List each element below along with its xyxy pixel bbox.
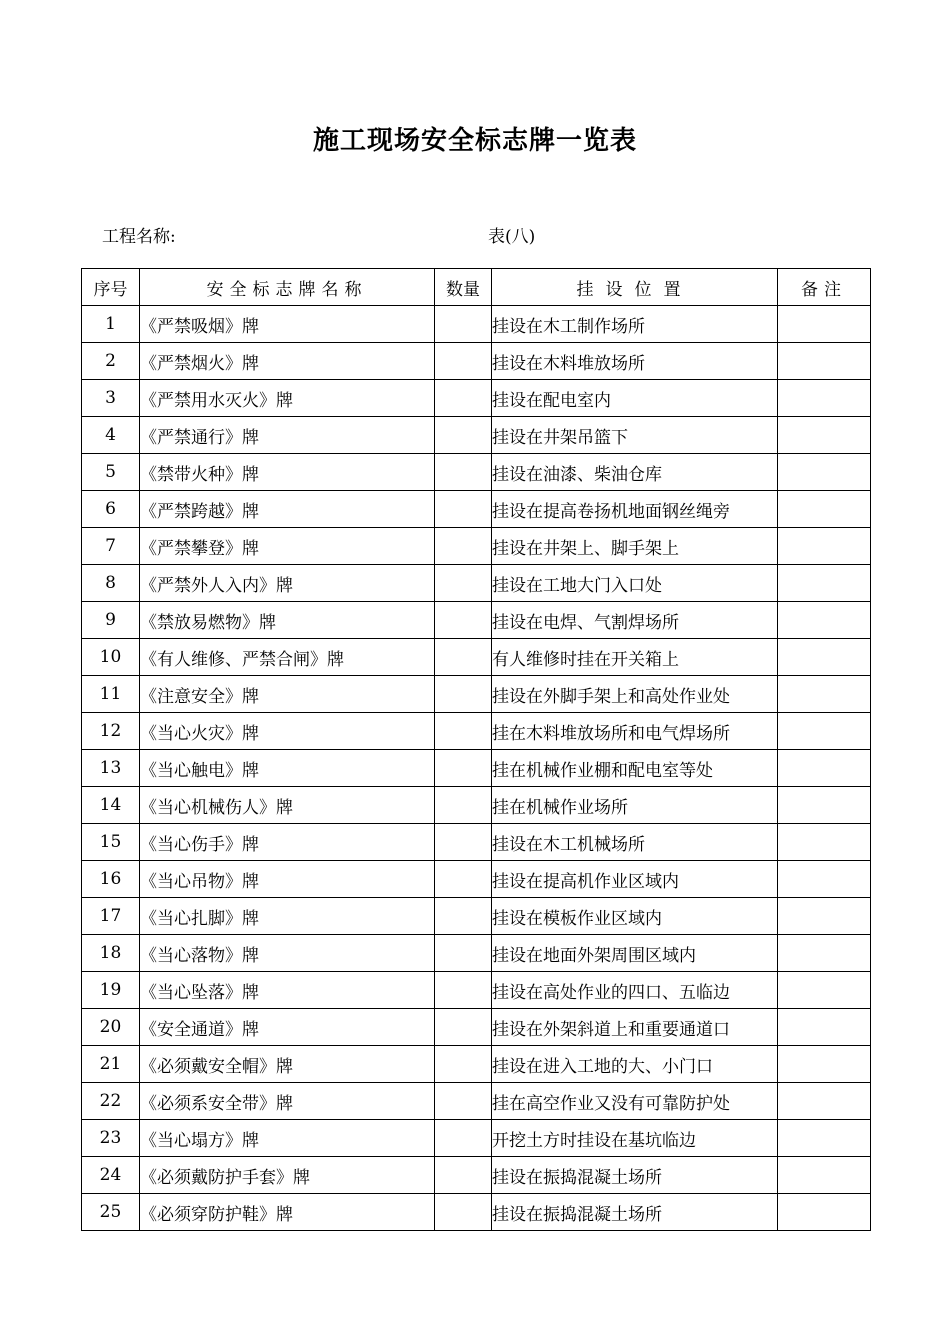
table-row [82, 1194, 871, 1231]
table-row [82, 528, 871, 565]
note [778, 343, 871, 380]
table-row [82, 454, 871, 491]
sign-name: 《当心触电》牌 [140, 750, 435, 787]
mount-location: 挂设在高处作业的四口、五临边 [492, 972, 778, 1009]
sign-name: 《严禁跨越》牌 [140, 491, 435, 528]
table-row [82, 602, 871, 639]
table-row [82, 750, 871, 787]
mount-location: 挂设在工地大门入口处 [492, 565, 778, 602]
quantity [435, 602, 492, 639]
row-number: 24 [82, 1157, 140, 1194]
row-number: 22 [82, 1083, 140, 1120]
quantity [435, 898, 492, 935]
mount-location: 挂设在油漆、柴油仓库 [492, 454, 778, 491]
row-number: 2 [82, 343, 140, 380]
mount-location: 挂设在外架斜道上和重要通道口 [492, 1009, 778, 1046]
sign-name: 《当心扎脚》牌 [140, 898, 435, 935]
quantity [435, 528, 492, 565]
table-row [82, 1046, 871, 1083]
note [778, 787, 871, 824]
mount-location: 挂设在电焊、气割焊场所 [492, 602, 778, 639]
quantity [435, 306, 492, 343]
table-row [82, 639, 871, 676]
table-row [82, 1120, 871, 1157]
quantity [435, 1194, 492, 1231]
sign-name: 《严禁烟火》牌 [140, 343, 435, 380]
sign-name: 《严禁吸烟》牌 [140, 306, 435, 343]
quantity [435, 380, 492, 417]
row-number: 6 [82, 491, 140, 528]
table-row [82, 1009, 871, 1046]
quantity [435, 417, 492, 454]
row-number: 13 [82, 750, 140, 787]
note [778, 750, 871, 787]
table-row [82, 935, 871, 972]
mount-location: 挂设在模板作业区域内 [492, 898, 778, 935]
sign-name: 《有人维修、严禁合闸》牌 [140, 639, 435, 676]
sign-name: 《注意安全》牌 [140, 676, 435, 713]
row-number: 8 [82, 565, 140, 602]
table-row [82, 824, 871, 861]
sign-name: 《必须穿防护鞋》牌 [140, 1194, 435, 1231]
sign-name: 《必须系安全带》牌 [140, 1083, 435, 1120]
mount-location: 挂设在提高机作业区域内 [492, 861, 778, 898]
row-number: 19 [82, 972, 140, 1009]
sign-name: 《当心吊物》牌 [140, 861, 435, 898]
row-number: 16 [82, 861, 140, 898]
table-row [82, 380, 871, 417]
row-number: 10 [82, 639, 140, 676]
sign-name: 《当心塌方》牌 [140, 1120, 435, 1157]
row-number: 1 [82, 306, 140, 343]
safety-sign-table [81, 268, 871, 1231]
note [778, 861, 871, 898]
header-location: 挂设位置 [492, 269, 778, 306]
mount-location: 挂在机械作业场所 [492, 787, 778, 824]
project-name-label: 工程名称: [102, 227, 176, 247]
mount-location: 有人维修时挂在开关箱上 [492, 639, 778, 676]
table-row [82, 713, 871, 750]
sign-name: 《当心机械伤人》牌 [140, 787, 435, 824]
table-row [82, 787, 871, 824]
note [778, 306, 871, 343]
row-number: 12 [82, 713, 140, 750]
page-title: 施工现场安全标志牌一览表 [312, 126, 637, 156]
note [778, 713, 871, 750]
row-number: 17 [82, 898, 140, 935]
sign-name: 《当心坠落》牌 [140, 972, 435, 1009]
header-number: 序号 [82, 269, 140, 306]
note [778, 972, 871, 1009]
quantity [435, 972, 492, 1009]
mount-location: 挂在木料堆放场所和电气焊场所 [492, 713, 778, 750]
table-number: 表(八) [488, 227, 536, 247]
mount-location: 挂在高空作业又没有可靠防护处 [492, 1083, 778, 1120]
row-number: 11 [82, 676, 140, 713]
quantity [435, 861, 492, 898]
header-sign-name: 安全标志牌名称 [140, 269, 435, 306]
mount-location: 挂设在地面外架周围区域内 [492, 935, 778, 972]
row-number: 20 [82, 1009, 140, 1046]
mount-location: 挂设在木工机械场所 [492, 824, 778, 861]
quantity [435, 1009, 492, 1046]
sign-name: 《当心火灾》牌 [140, 713, 435, 750]
mount-location: 挂设在提高卷扬机地面钢丝绳旁 [492, 491, 778, 528]
table-row [82, 676, 871, 713]
row-number: 7 [82, 528, 140, 565]
table-row [82, 1157, 871, 1194]
table-row [82, 417, 871, 454]
mount-location: 挂设在外脚手架上和高处作业处 [492, 676, 778, 713]
table-header-row [82, 269, 871, 306]
note [778, 1194, 871, 1231]
note [778, 935, 871, 972]
sign-name: 《禁带火种》牌 [140, 454, 435, 491]
note [778, 565, 871, 602]
sign-name: 《严禁用水灭火》牌 [140, 380, 435, 417]
sign-name: 《当心落物》牌 [140, 935, 435, 972]
quantity [435, 565, 492, 602]
note [778, 676, 871, 713]
row-number: 21 [82, 1046, 140, 1083]
note [778, 1157, 871, 1194]
quantity [435, 491, 492, 528]
table-row [82, 565, 871, 602]
row-number: 25 [82, 1194, 140, 1231]
row-number: 14 [82, 787, 140, 824]
table-body [82, 306, 871, 1231]
row-number: 9 [82, 602, 140, 639]
row-number: 4 [82, 417, 140, 454]
mount-location: 开挖土方时挂设在基坑临边 [492, 1120, 778, 1157]
table-row [82, 898, 871, 935]
mount-location: 挂设在配电室内 [492, 380, 778, 417]
row-number: 5 [82, 454, 140, 491]
sign-name: 《严禁外人入内》牌 [140, 565, 435, 602]
note [778, 454, 871, 491]
sign-name: 《安全通道》牌 [140, 1009, 435, 1046]
table-row [82, 1083, 871, 1120]
sign-name: 《必须戴防护手套》牌 [140, 1157, 435, 1194]
table-row [82, 972, 871, 1009]
quantity [435, 1083, 492, 1120]
quantity [435, 1046, 492, 1083]
quantity [435, 454, 492, 491]
quantity [435, 750, 492, 787]
note [778, 491, 871, 528]
table-row [82, 491, 871, 528]
mount-location: 挂设在木料堆放场所 [492, 343, 778, 380]
quantity [435, 1157, 492, 1194]
note [778, 602, 871, 639]
note [778, 824, 871, 861]
table-row [82, 343, 871, 380]
note [778, 898, 871, 935]
mount-location: 挂设在振捣混凝土场所 [492, 1194, 778, 1231]
quantity [435, 639, 492, 676]
sign-name: 《严禁通行》牌 [140, 417, 435, 454]
quantity [435, 824, 492, 861]
table-row [82, 861, 871, 898]
quantity [435, 935, 492, 972]
row-number: 23 [82, 1120, 140, 1157]
note [778, 1009, 871, 1046]
note [778, 417, 871, 454]
mount-location: 挂设在木工制作场所 [492, 306, 778, 343]
mount-location: 挂在机械作业棚和配电室等处 [492, 750, 778, 787]
quantity [435, 713, 492, 750]
mount-location: 挂设在进入工地的大、小门口 [492, 1046, 778, 1083]
mount-location: 挂设在井架吊篮下 [492, 417, 778, 454]
quantity [435, 787, 492, 824]
quantity [435, 676, 492, 713]
sign-name: 《必须戴安全帽》牌 [140, 1046, 435, 1083]
quantity [435, 343, 492, 380]
table-row [82, 306, 871, 343]
header-note: 备注 [778, 269, 871, 306]
sign-name: 《严禁攀登》牌 [140, 528, 435, 565]
note [778, 1083, 871, 1120]
row-number: 15 [82, 824, 140, 861]
note [778, 528, 871, 565]
row-number: 3 [82, 380, 140, 417]
sign-name: 《禁放易燃物》牌 [140, 602, 435, 639]
row-number: 18 [82, 935, 140, 972]
note [778, 1120, 871, 1157]
note [778, 380, 871, 417]
sign-name: 《当心伤手》牌 [140, 824, 435, 861]
note [778, 1046, 871, 1083]
note [778, 639, 871, 676]
quantity [435, 1120, 492, 1157]
mount-location: 挂设在井架上、脚手架上 [492, 528, 778, 565]
header-quantity: 数量 [435, 269, 492, 306]
mount-location: 挂设在振捣混凝土场所 [492, 1157, 778, 1194]
